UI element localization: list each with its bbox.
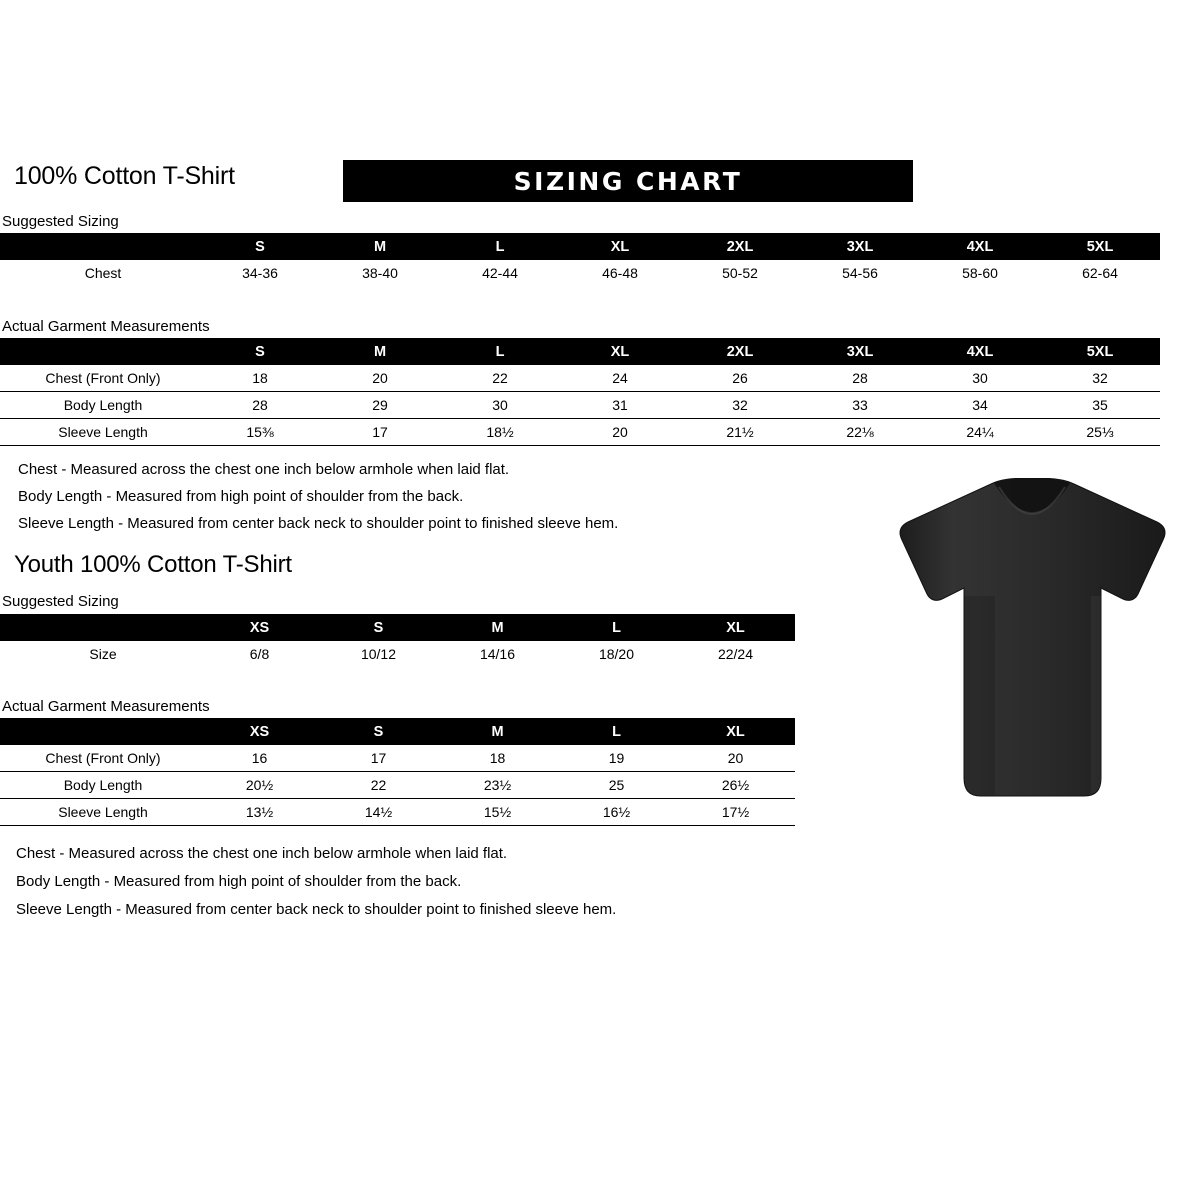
- youth-suggested-sizing-label: Suggested Sizing: [2, 593, 119, 610]
- row-label-size: Size: [89, 646, 117, 662]
- cell-sleeve-s: 14½: [319, 799, 438, 826]
- t-shirt-illustration: [895, 478, 1170, 808]
- col-header-4xl: 4XL: [920, 233, 1040, 260]
- cell-chest-xl: 46-48: [602, 265, 638, 281]
- col-header-blank: [0, 233, 200, 260]
- cell-bodylength-xl: 26½: [676, 772, 795, 799]
- col-header-xl: XL: [560, 233, 680, 260]
- cell-sleeve-5xl: 25⅓: [1040, 419, 1160, 446]
- cell-bodylength-s: 22: [319, 772, 438, 799]
- adult-suggested-sizing-table: [0, 233, 1160, 286]
- cell-size-xl: 22/24: [717, 646, 754, 662]
- col-header-xl: XL: [560, 338, 680, 365]
- row-label-sleeve-length: Sleeve Length: [0, 799, 200, 826]
- cell-chest-m: 38-40: [362, 265, 398, 281]
- cell-chestfront-3xl: 28: [800, 365, 920, 392]
- cell-sleeve-l: 16½: [557, 799, 676, 826]
- table-row: [0, 260, 1160, 286]
- table-header-row: [0, 338, 1160, 365]
- cell-chest-l: 42-44: [482, 265, 518, 281]
- col-header-xs: XS: [200, 718, 319, 745]
- cell-chest-5xl: 62-64: [1082, 265, 1118, 281]
- adult-suggested-sizing-label: Suggested Sizing: [2, 213, 119, 230]
- col-header-2xl: 2XL: [680, 233, 800, 260]
- adult-actual-measurements-label: Actual Garment Measurements: [2, 318, 210, 335]
- col-header-xl: XL: [676, 614, 795, 641]
- header-row: [14, 160, 1186, 202]
- youth-suggested-sizing-table: [0, 614, 795, 667]
- t-shirt-icon: [895, 478, 1170, 808]
- table-row: [0, 419, 1160, 446]
- adult-actual-measurements-table: [0, 338, 1160, 446]
- cell-size-xs: 6/8: [249, 646, 270, 662]
- cell-sleeve-xl: 20: [560, 419, 680, 446]
- cell-size-s: 10/12: [360, 646, 397, 662]
- col-header-4xl: 4XL: [920, 338, 1040, 365]
- row-label-chest-front-only: Chest (Front Only): [0, 745, 200, 772]
- table-row: [0, 799, 795, 826]
- cell-sleeve-m: 17: [320, 419, 440, 446]
- cell-chest-2xl: 50-52: [722, 265, 758, 281]
- cell-bodylength-m: 23½: [438, 772, 557, 799]
- col-header-s: S: [200, 338, 320, 365]
- col-header-blank: [0, 338, 200, 365]
- cell-chestfront-l: 22: [440, 365, 560, 392]
- row-label-sleeve-length: Sleeve Length: [0, 419, 200, 446]
- cell-sleeve-s: 15⅜: [200, 419, 320, 446]
- youth-note-body-length: Body Length - Measured from high point of shoulder from the back.: [16, 873, 462, 890]
- youth-actual-measurements-table: [0, 718, 795, 826]
- cell-sleeve-l: 18½: [440, 419, 560, 446]
- col-header-s: S: [319, 614, 438, 641]
- cell-chest-s: 34-36: [242, 265, 278, 281]
- youth-note-sleeve-length: Sleeve Length - Measured from center back neck to shoulder point to finished sleeve hem.: [16, 901, 617, 918]
- col-header-blank: [0, 614, 200, 641]
- youth-actual-measurements-label: Actual Garment Measurements: [2, 698, 210, 715]
- cell-chestfront-xs: 16: [200, 745, 319, 772]
- cell-sleeve-m: 15½: [438, 799, 557, 826]
- adult-note-body-length: Body Length - Measured from high point of shoulder from the back.: [18, 488, 464, 505]
- row-label-chest: Chest: [84, 265, 122, 281]
- table-row: [0, 745, 795, 772]
- col-header-5xl: 5XL: [1040, 338, 1160, 365]
- cell-sleeve-xl: 17½: [676, 799, 795, 826]
- adult-note-chest: Chest - Measured across the chest one inch below armhole when laid flat.: [18, 461, 510, 478]
- col-header-l: L: [557, 614, 676, 641]
- col-header-m: M: [320, 233, 440, 260]
- cell-sleeve-3xl: 22⅛: [800, 419, 920, 446]
- cell-chestfront-m: 20: [320, 365, 440, 392]
- col-header-l: L: [440, 233, 560, 260]
- table-row: [0, 365, 1160, 392]
- table-header-row: [0, 718, 795, 745]
- col-header-m: M: [320, 338, 440, 365]
- cell-size-m: 14/16: [479, 646, 516, 662]
- col-header-l: L: [557, 718, 676, 745]
- cell-sleeve-2xl: 21½: [680, 419, 800, 446]
- col-header-m: M: [438, 614, 557, 641]
- cell-size-l: 18/20: [598, 646, 635, 662]
- col-header-xl: XL: [676, 718, 795, 745]
- row-label-body-length: Body Length: [0, 772, 200, 799]
- cell-chestfront-s: 18: [200, 365, 320, 392]
- table-header-row: [0, 233, 1160, 260]
- col-header-s: S: [319, 718, 438, 745]
- col-header-s: S: [200, 233, 320, 260]
- cell-chestfront-s: 17: [319, 745, 438, 772]
- cell-sleeve-4xl: 24¼: [920, 419, 1040, 446]
- sizing-chart-banner-label: SIZING CHART: [513, 167, 743, 196]
- youth-section-title: Youth 100% Cotton T-Shirt: [14, 551, 292, 578]
- cell-bodylength-m: 29: [320, 392, 440, 419]
- row-label-body-length: Body Length: [0, 392, 200, 419]
- cell-chestfront-l: 19: [557, 745, 676, 772]
- col-header-xs: XS: [200, 614, 319, 641]
- table-row: [0, 392, 1160, 419]
- row-label-chest-front-only: Chest (Front Only): [0, 365, 200, 392]
- cell-chest-3xl: 54-56: [842, 265, 878, 281]
- col-header-2xl: 2XL: [680, 338, 800, 365]
- cell-chestfront-2xl: 26: [680, 365, 800, 392]
- adult-note-sleeve-length: Sleeve Length - Measured from center back neck to shoulder point to finished sleeve hem.: [18, 515, 619, 532]
- cell-chestfront-5xl: 32: [1040, 365, 1160, 392]
- table-row: [0, 772, 795, 799]
- cell-bodylength-3xl: 33: [800, 392, 920, 419]
- cell-bodylength-s: 28: [200, 392, 320, 419]
- cell-bodylength-xs: 20½: [200, 772, 319, 799]
- cell-bodylength-xl: 31: [560, 392, 680, 419]
- cell-bodylength-2xl: 32: [680, 392, 800, 419]
- col-header-5xl: 5XL: [1040, 233, 1160, 260]
- cell-chestfront-xl: 20: [676, 745, 795, 772]
- cell-chestfront-m: 18: [438, 745, 557, 772]
- page-title: 100% Cotton T-Shirt: [14, 162, 235, 190]
- col-header-m: M: [438, 718, 557, 745]
- sizing-chart-banner: [343, 160, 913, 202]
- cell-bodylength-5xl: 35: [1040, 392, 1160, 419]
- cell-chest-4xl: 58-60: [962, 265, 998, 281]
- cell-bodylength-l: 30: [440, 392, 560, 419]
- table-header-row: [0, 614, 795, 641]
- cell-bodylength-4xl: 34: [920, 392, 1040, 419]
- cell-sleeve-xs: 13½: [200, 799, 319, 826]
- cell-chestfront-4xl: 30: [920, 365, 1040, 392]
- cell-chestfront-xl: 24: [560, 365, 680, 392]
- col-header-blank: [0, 718, 200, 745]
- table-row: [0, 641, 795, 667]
- col-header-3xl: 3XL: [800, 338, 920, 365]
- cell-bodylength-l: 25: [557, 772, 676, 799]
- youth-note-chest: Chest - Measured across the chest one inch below armhole when laid flat.: [16, 845, 508, 862]
- col-header-l: L: [440, 338, 560, 365]
- col-header-3xl: 3XL: [800, 233, 920, 260]
